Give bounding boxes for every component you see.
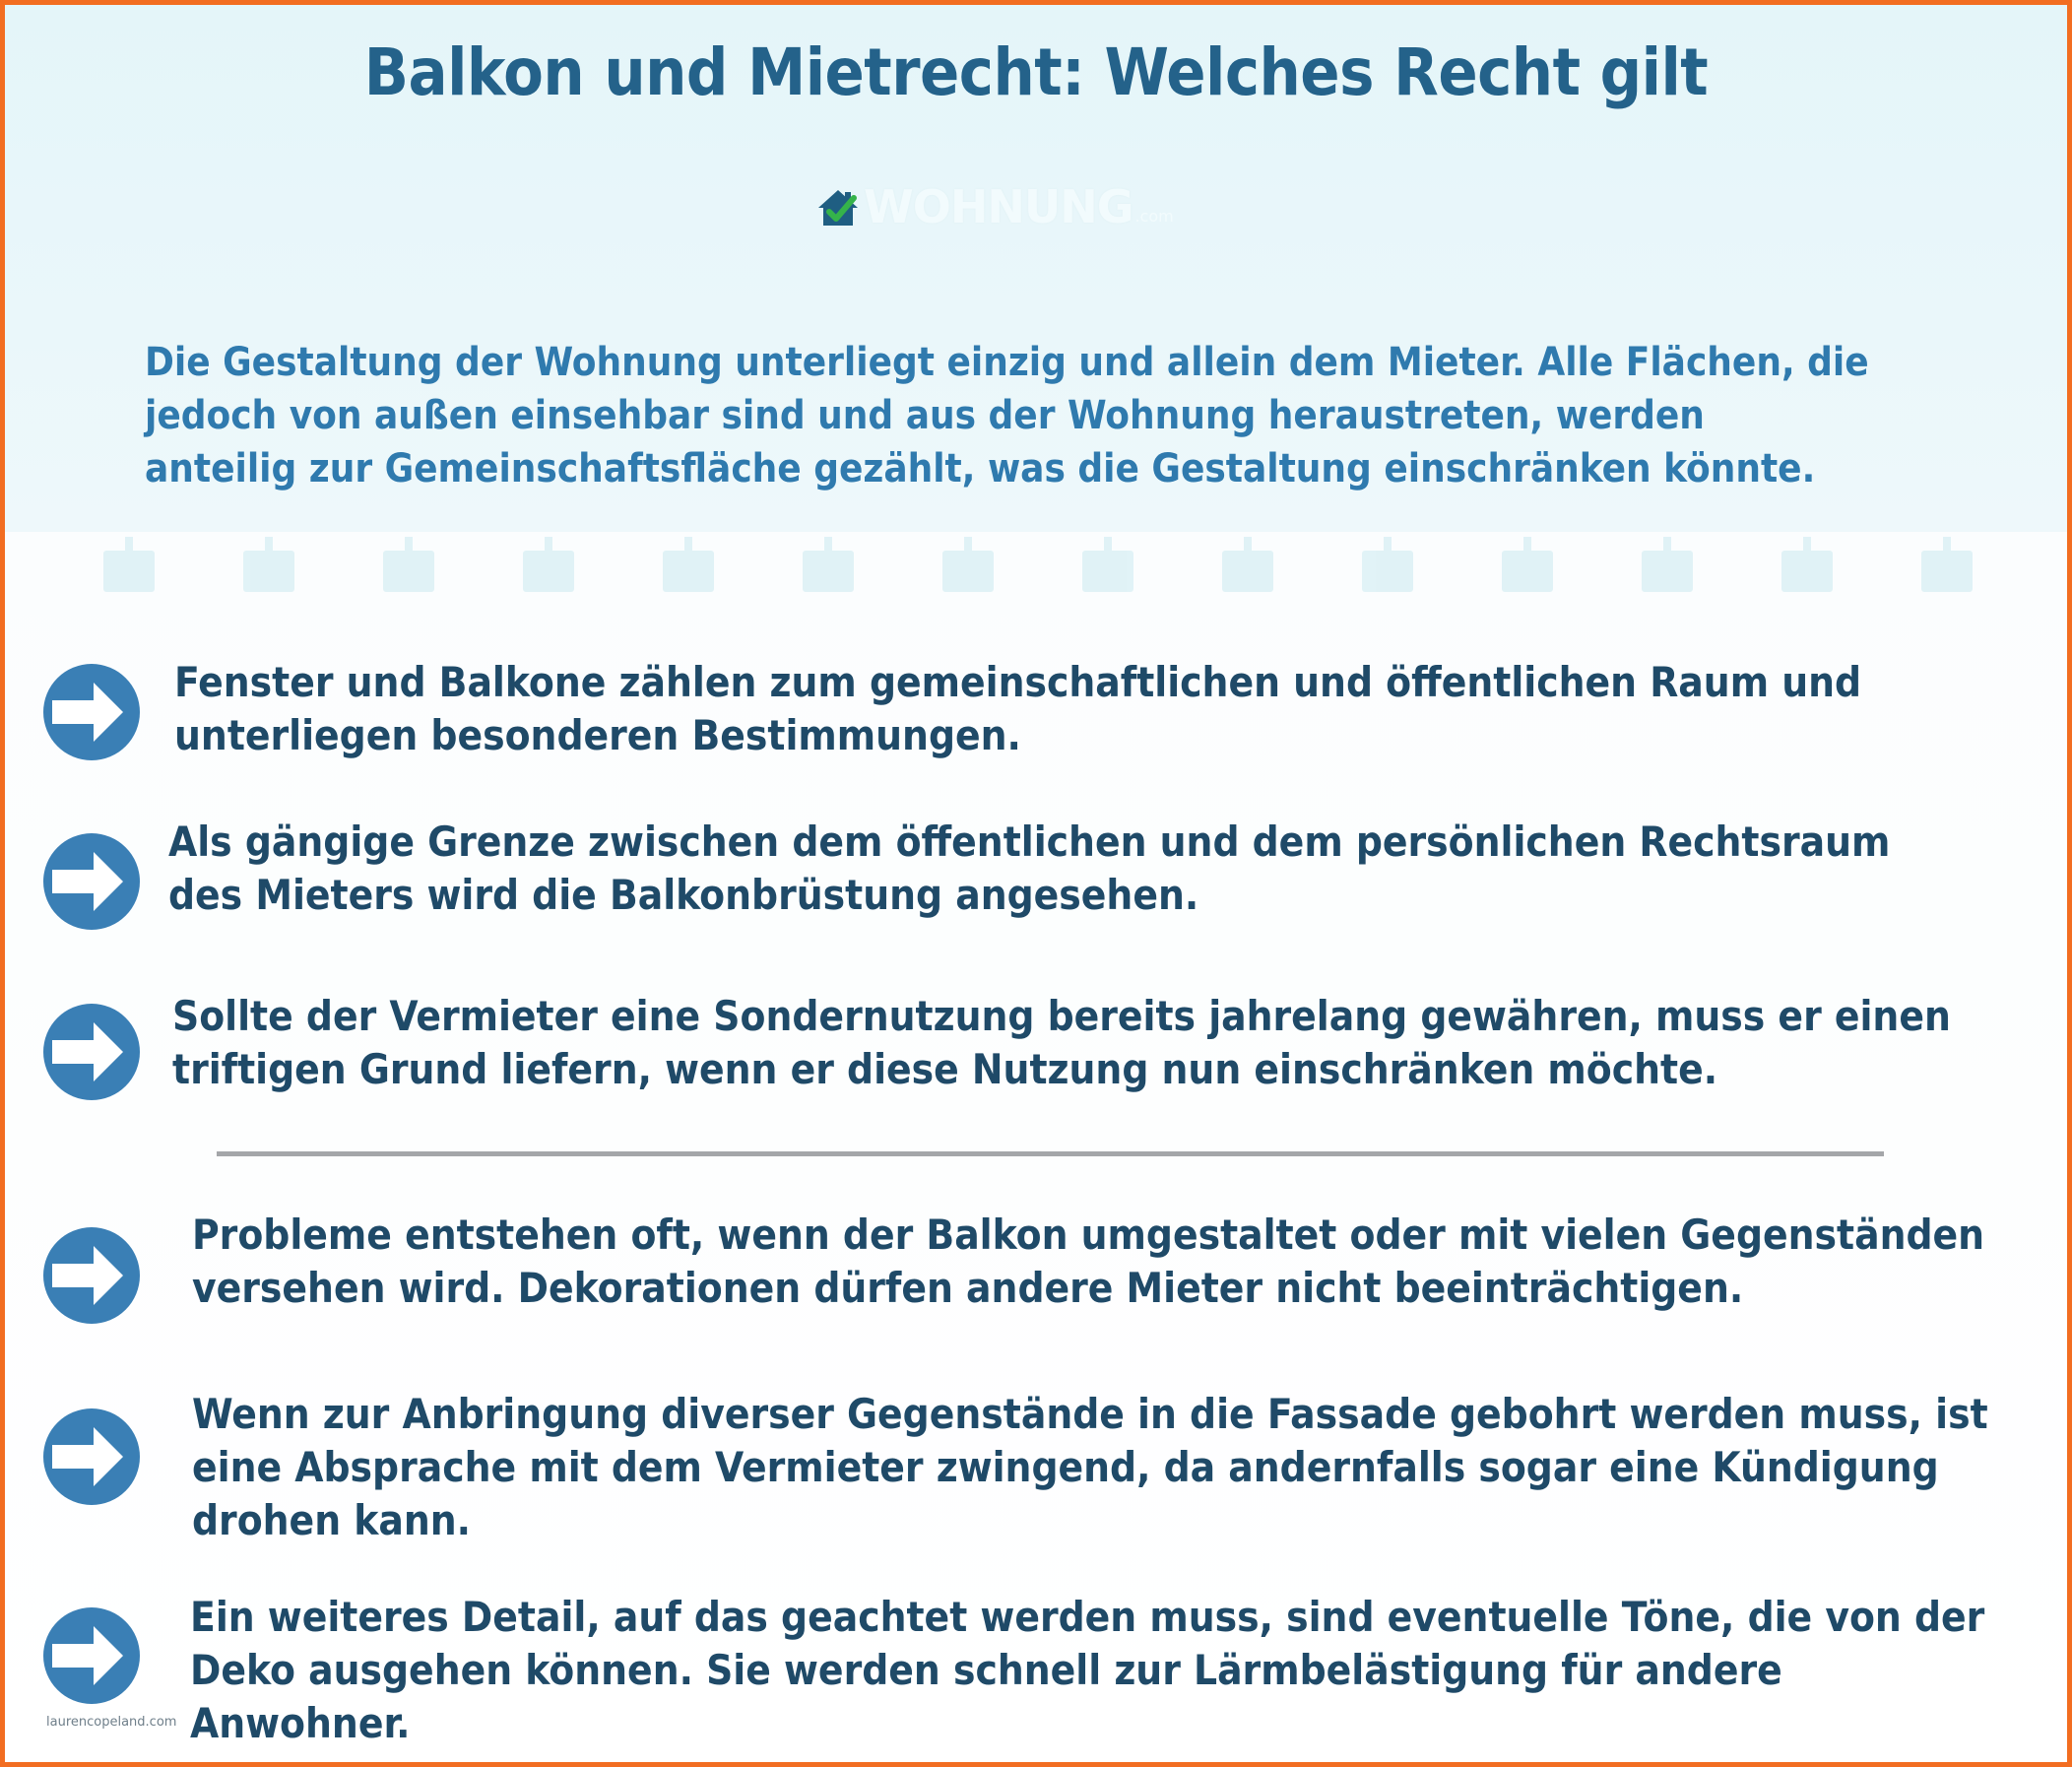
list-item-text: Sollte der Vermieter eine Sondernutzung bereits jahrelang gewähren, muss er einen triftigen Grund liefern, wenn er diese Nutzung nun einschränken möchte. <box>172 992 1951 1093</box>
decorative-tag <box>1642 551 1693 592</box>
decorative-tag <box>103 551 155 592</box>
decorative-tag <box>1781 551 1833 592</box>
list-item-text: Wenn zur Anbringung diverser Gegenstände in die Fassade gebohrt werden muss, ist eine Absprache mit dem Vermieter zwingend, da andernfalls sogar eine Kündigung drohen kann. <box>192 1390 1988 1544</box>
list-item-text: Als gängige Grenze zwischen dem öffentlichen und dem persönlichen Rechtsraum des Mieters wird die Balkonbrüstung angesehen. <box>168 818 1891 919</box>
arrow-circle-icon <box>42 1226 141 1325</box>
intro-line: anteilig zur Gemeinschaftsfläche gezählt, was die Gestaltung einschränken könnte. <box>145 446 1816 491</box>
decorative-tag <box>243 551 294 592</box>
arrow-circle-icon <box>42 663 141 761</box>
arrow-circle-icon <box>42 832 141 931</box>
arrow-circle-icon <box>42 1606 141 1705</box>
watermark: laurencopeland.com <box>46 1715 177 1730</box>
list-item-text: Fenster und Balkone zählen zum gemeinschaftlichen und öffentlichen Raum und unterliegen besonderen Bestimmungen. <box>174 658 1862 759</box>
decorative-tag <box>942 551 994 592</box>
list-item-text: Ein weiteres Detail, auf das geachtet werden muss, sind eventuelle Töne, die von der Deko ausgehen können. Sie werden schnell zur Lärmbelästigung für andere Anwohner. <box>190 1593 1985 1747</box>
decorative-tag <box>383 551 434 592</box>
decorative-tag <box>663 551 714 592</box>
arrow-circle-icon <box>42 1407 141 1506</box>
decorative-tag <box>1502 551 1553 592</box>
decorative-tag <box>1362 551 1413 592</box>
brand-logo <box>814 178 1174 233</box>
arrow-circle-icon <box>42 1003 141 1101</box>
decorative-tag <box>523 551 574 592</box>
page-title: Balkon und Mietrecht: Welches Recht gilt <box>363 34 1709 110</box>
section-divider <box>217 1151 1884 1156</box>
list-item-text: Probleme entstehen oft, wenn der Balkon umgestaltet oder mit vielen Gegenständen versehen wird. Dekorationen dürfen andere Mieter nicht beeinträchtigen. <box>192 1211 1985 1312</box>
logo-suffix: .com <box>1134 207 1174 226</box>
decorative-tag <box>1082 551 1133 592</box>
logo-text: WOHNUNG <box>864 180 1133 233</box>
intro-paragraph <box>145 336 1957 495</box>
decorative-tag-row <box>103 537 1975 596</box>
decorative-tag <box>1921 551 1973 592</box>
house-check-icon <box>814 184 862 229</box>
decorative-tag <box>1222 551 1273 592</box>
intro-line: Die Gestaltung der Wohnung unterliegt einzig und allein dem Mieter. Alle Flächen, die <box>145 340 1869 385</box>
intro-line: jedoch von außen einsehbar sind und aus der Wohnung heraustreten, werden <box>145 393 1705 438</box>
decorative-tag <box>803 551 854 592</box>
